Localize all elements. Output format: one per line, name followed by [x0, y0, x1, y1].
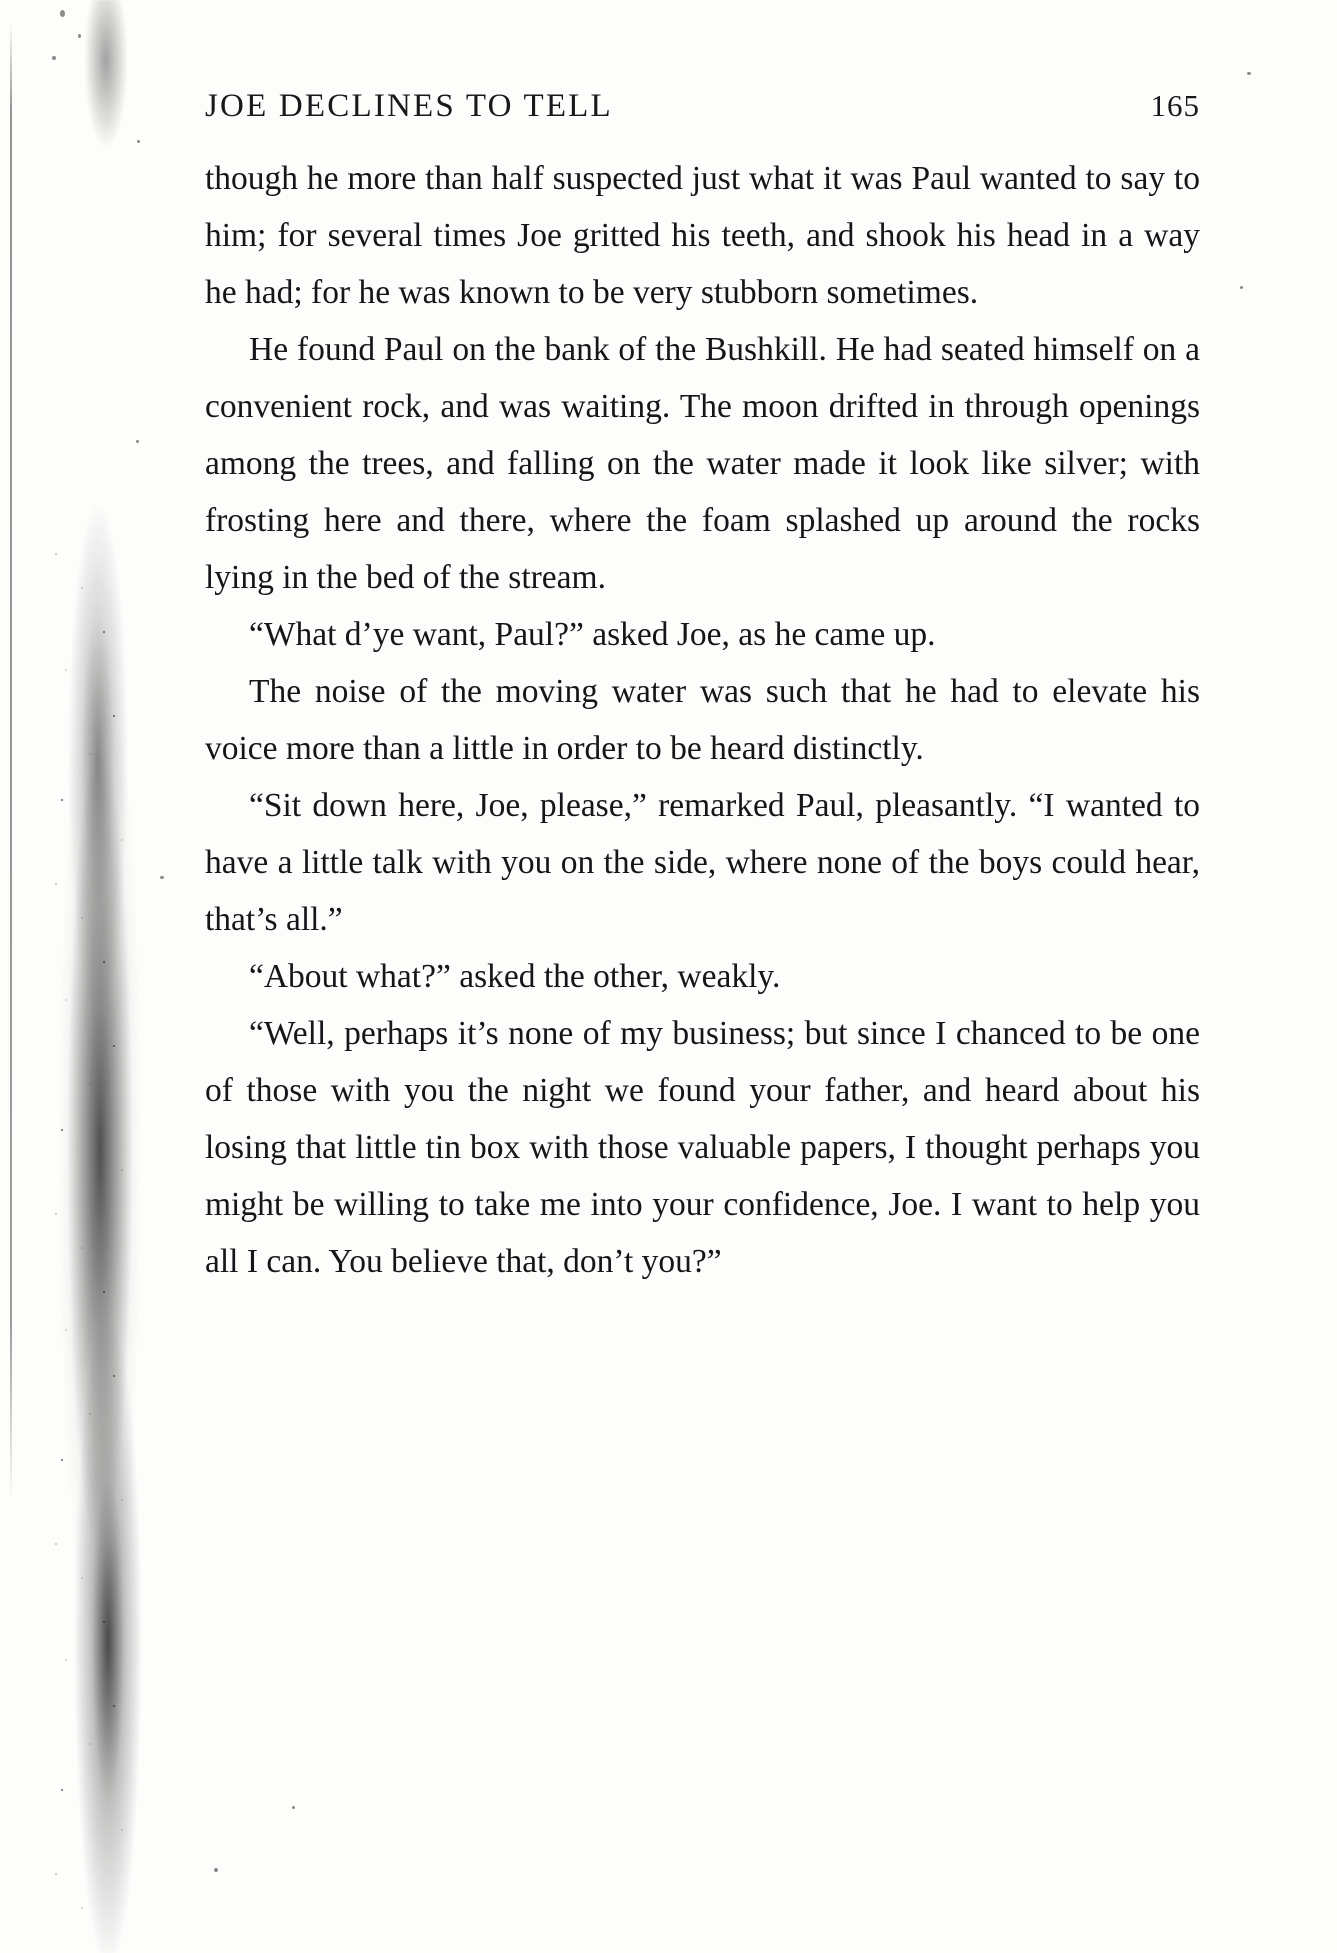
paragraph: “Sit down here, Joe, please,” remarked Paul, pleasantly. “I wanted to have a little talk with you on the side, where none of the boys could hear, that’s all.”	[205, 787, 1200, 938]
page-number: 165	[1150, 88, 1200, 123]
running-head-title: JOE DECLINES TO TELL	[205, 88, 613, 124]
paragraph: though he more than half suspected just what it was Paul wanted to say to him; for several times Joe gritted his teeth, and shook his head in a way he had; for he was known to be very stubborn sometimes.	[205, 160, 1200, 311]
paragraph: “About what?” asked the other, weakly.	[249, 958, 781, 995]
paragraph: The noise of the moving water was such that he had to elevate his voice more than a little in order to be heard distinctly.	[205, 673, 1200, 767]
running-head	[205, 88, 1200, 125]
paragraph: “What d’ye want, Paul?” asked Joe, as he came up.	[249, 616, 936, 653]
paragraph: “Well, perhaps it’s none of my business; but since I chanced to be one of those with you the night we found your father, and heard about his losing that little tin box with those valuable papers, I thought perhaps you might be willing to take me into your confidence, Joe. I want to help you all I can. You believe that, don’t you?”	[205, 1015, 1200, 1280]
page-body-text	[205, 150, 1200, 1290]
paragraph: He found Paul on the bank of the Bushkill. He had seated himself on a convenient rock, and was waiting. The moon drifted in through openings among the trees, and falling on the water made it look like silver; with frosting here and there, where the foam splashed up around the rocks lying in the bed of the stream.	[205, 331, 1200, 596]
